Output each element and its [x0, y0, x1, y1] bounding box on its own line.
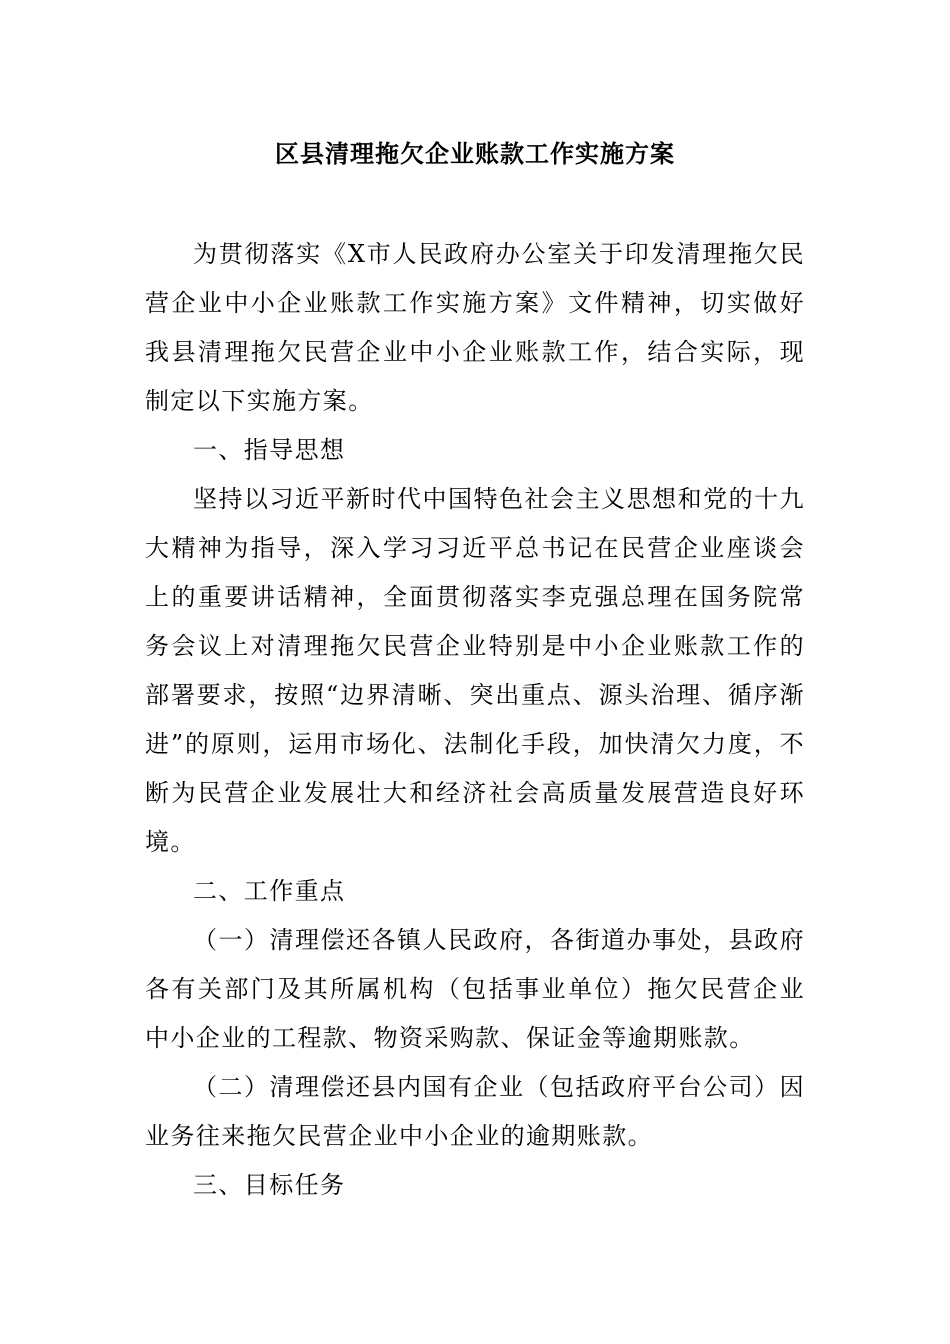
- guiding-ideology-paragraph: 坚持以习近平新时代中国特色社会主义思想和党的十九大精神为指导，深入学习习近平总书记在民营企业座谈会上的重要讲话精神，全面贯彻落实李克强总理在国务院常务会议上对清理拖欠民营企业特别是中小企业账款工作的部署要求，按照“边界清晰、突出重点、源头治理、循序渐进”的原则，运用市场化、法制化手段，加快清欠力度，不断为民营企业发展壮大和经济社会高质量发展营造良好环境。: [145, 485, 805, 856]
- work-focus-item-1: （一）清理偿还各镇人民政府，各街道办事处，县政府各有关部门及其所属机构（包括事业单位）拖欠民营企业中小企业的工程款、物资采购款、保证金等逾期账款。: [145, 926, 805, 1052]
- section-heading-work-focus: 二、工作重点: [193, 877, 346, 905]
- work-focus-item-2: （二）清理偿还县内国有企业（包括政府平台公司）因业务往来拖欠民营企业中小企业的逾期账款。: [145, 1073, 805, 1150]
- document-title: 区县清理拖欠企业账款工作实施方案: [275, 139, 675, 168]
- section-heading-guiding-ideology: 一、指导思想: [193, 436, 346, 464]
- section-heading-targets: 三、目标任务: [193, 1171, 346, 1199]
- document-body: [145, 230, 805, 1210]
- intro-paragraph: 为贯彻落实《X市人民政府办公室关于印发清理拖欠民营企业中小企业账款工作实施方案》文件精神，切实做好我县清理拖欠民营企业中小企业账款工作，结合实际，现制定以下实施方案。: [145, 240, 805, 415]
